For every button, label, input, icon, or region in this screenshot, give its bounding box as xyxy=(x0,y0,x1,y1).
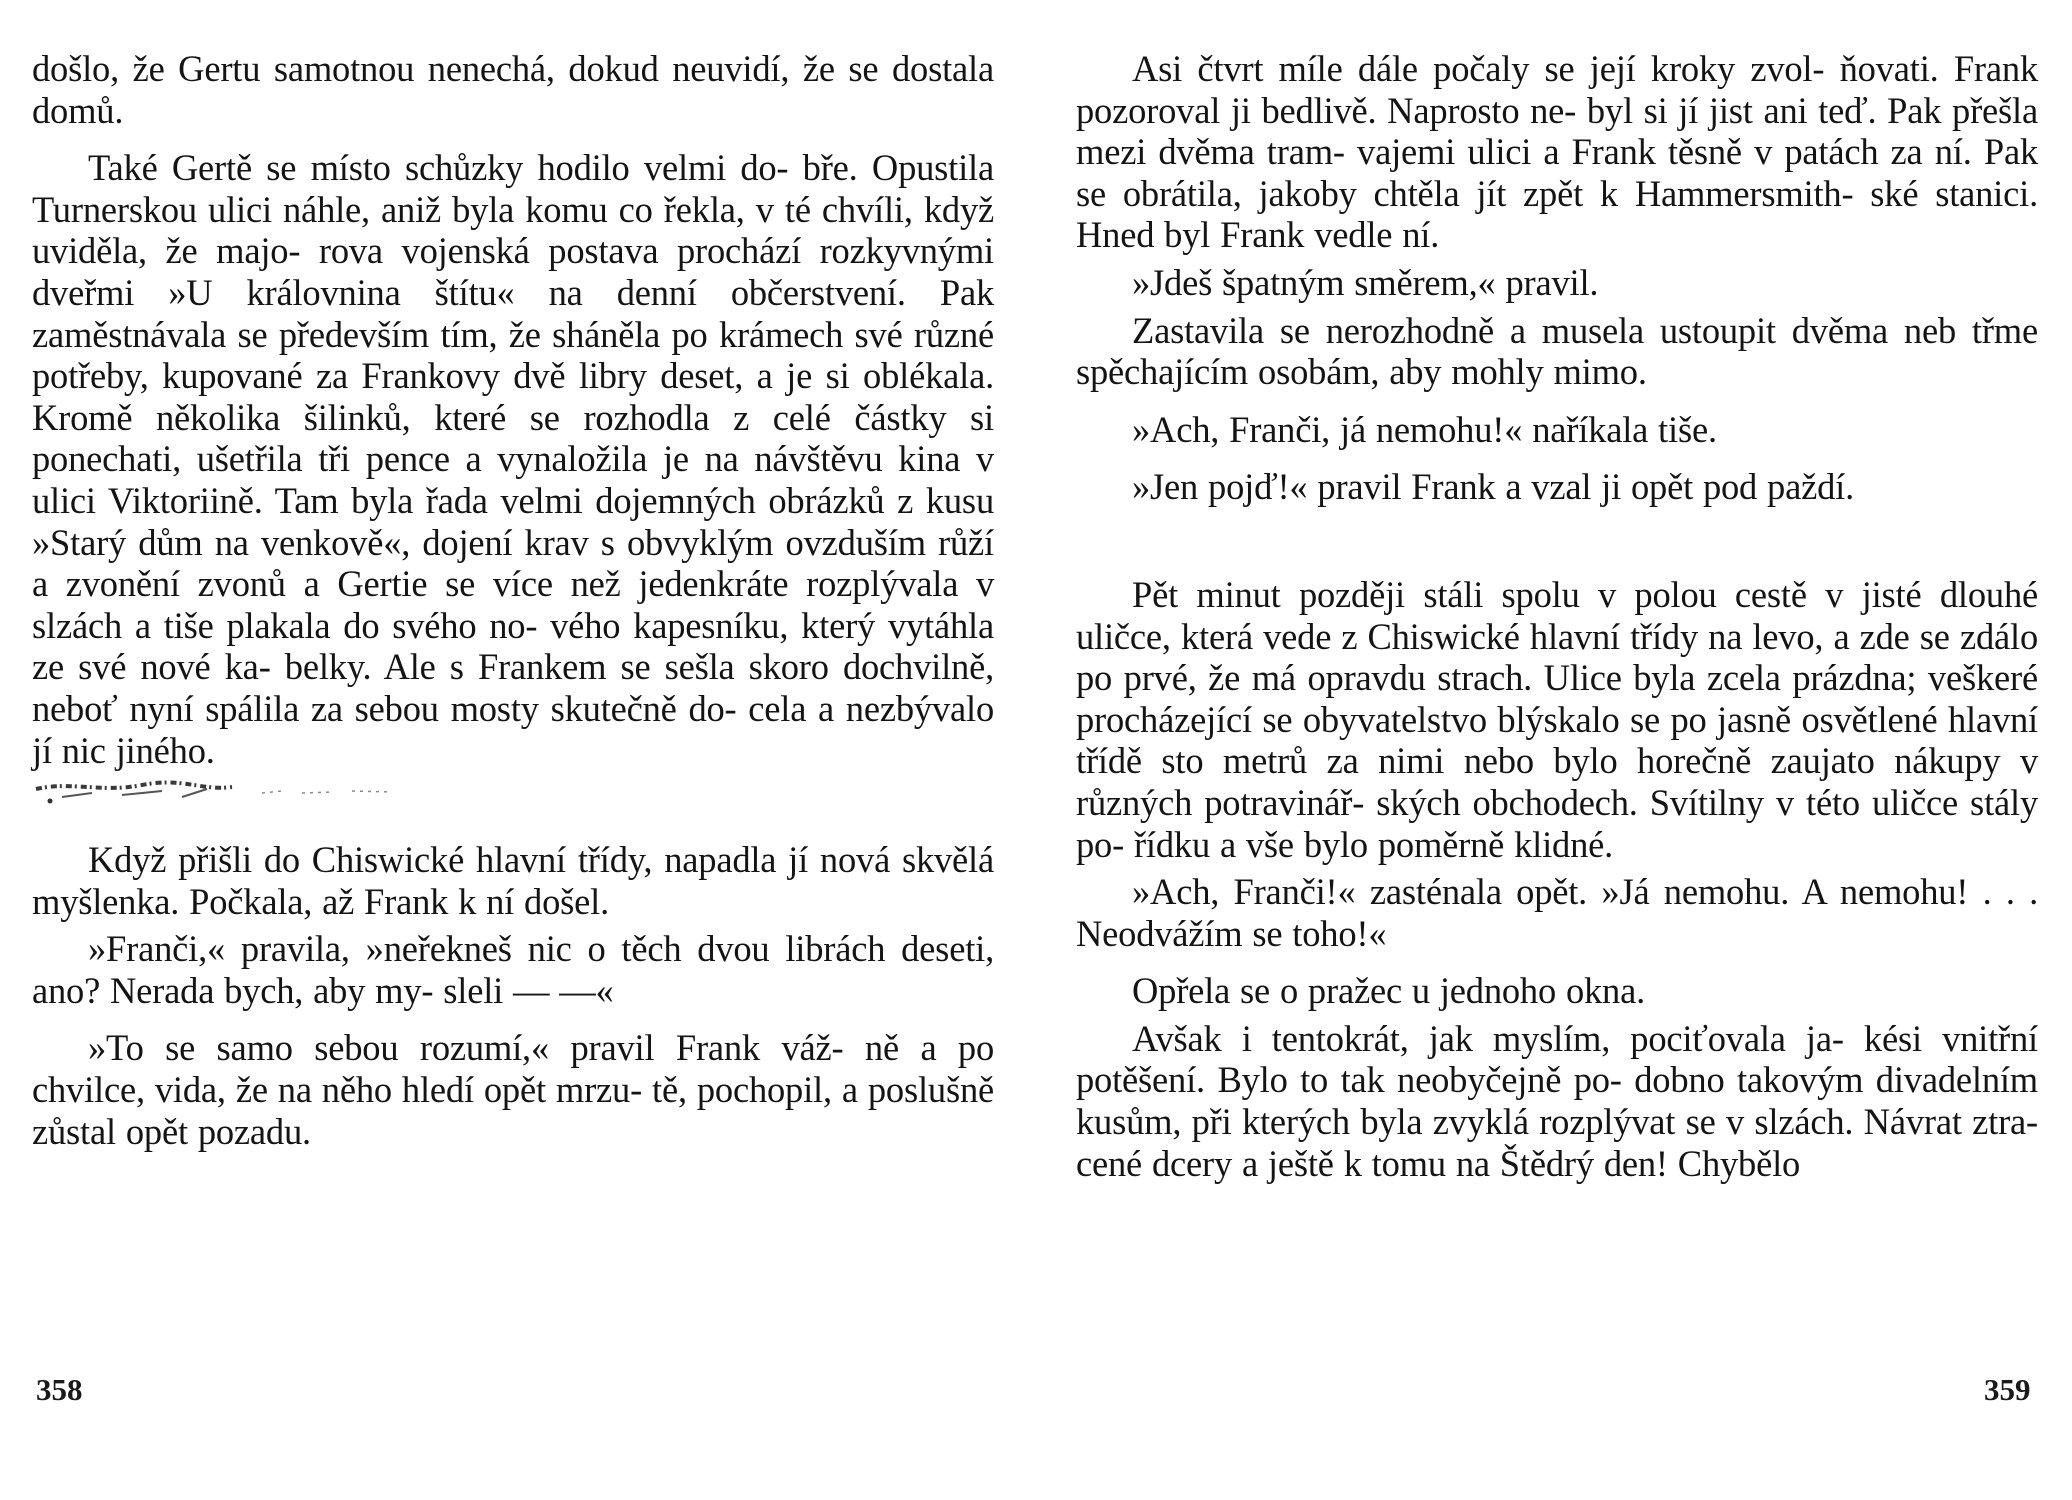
page-number-left: 358 xyxy=(36,1372,83,1407)
paragraph: Také Gertě se místo schůzky hodilo velmi do- bře. Opustila Turnerskou ulici náhle, aniž byla komu co řekla, v té chvíli, když uviděla, že majo- rova vojenská postava prochází rozkyvnými dveřmi »U královnina štítu« na denní občerstvení. Pak zaměstnávala se především tím, že sháněla po krámech své různé potřeby, kupované za Frankovy dvě libry deset, a je si oblékala. Kromě několika šilinků, které se rozhodla z celé částky si ponechati, ušetřila tři pence a vynaložila je na návštěvu kina v ulici Viktoriině. Tam byla řada velmi dojemných obrázků z kusu »Starý dům na venkově«, dojení krav s obvyklým ovzduším růží a zvonění zvonů a Gertie se více než jedenkráte rozplývala v slzách a tiše plakala do svého no- vého kapesníku, který vytáhla ze své nové ka- belky. Ale s Frankem se sešla skoro dochvilně, neboť nyní spálila za sebou mosty skutečně do- cela a nezbývalo jí nic jiného. xyxy=(32,147,994,771)
paragraph: »Franči,« pravila, »neřekneš nic o těch dvou librách deseti, ano? Nerada bych, aby my- sleli — —« xyxy=(32,928,994,1011)
paragraph: Asi čtvrt míle dále počaly se její kroky zvol- ňovati. Frank pozoroval ji bedlivě. Naprosto ne- byl si jí jist ani teď. Pak přešla mezi dvěma tram- vajemi ulici a Frank těsně v patách za ní. Pak se obrátila, jakoby chtěla jít zpět k Hammersmith- ské stanici. Hned byl Frank vedle ní. xyxy=(1076,48,2038,256)
paragraph: »Ach, Franči!« zasténala opět. »Já nemohu. A nemohu! . . . Neodvážím se toho!« xyxy=(1076,871,2038,954)
paragraph: »Ach, Franči, já nemohu!« naříkala tiše. xyxy=(1132,408,1717,450)
paragraph: Avšak i tentokrát, jak myslím, pociťovala ja- kési vnitřní potěšení. Bylo to tak neobyčejně po- dobno takovým divadelním kusům, při kterých byla zvyklá rozplývat se v slzách. Návrat ztra- cené dcery a ještě k tomu na Štědrý den! Chybělo xyxy=(1076,1017,2038,1184)
paragraph: Pět minut později stáli spolu v polou cestě v jisté dlouhé uličce, která vede z Chiswické hlavní třídy na levo, a zde se zdálo po prvé, že má opravdu strach. Ulice byla zcela prázdna; veškeré procházející se obyvatelstvo blýskalo se po jasně osvětlené hlavní třídě sto metrů za nimi nebo bylo horečně zaujato nákupy v různých potravinář- ských obchodech. Svítilny v této uličce stály po- řídku a vše bylo poměrně klidné. xyxy=(1076,573,2038,865)
paragraph: došlo, že Gertu samotnou nenechá, dokud neuvidí, že se dostala domů. xyxy=(32,48,994,131)
left-page xyxy=(32,48,994,1448)
ink-smudge-mark xyxy=(32,779,412,805)
paragraph: »To se samo sebou rozumí,« pravil Frank váž- ně a po chvilce, vida, že na něho hledí opět mrzu- tě, pochopil, a poslušně zůstal opět pozadu. xyxy=(32,1027,994,1152)
right-page-text xyxy=(1076,48,2038,1184)
paragraph: »Jen pojď!« pravil Frank a vzal ji opět pod paždí. xyxy=(1132,466,1854,508)
paragraph: Opřela se o pražec u jednoho okna. xyxy=(1132,970,1646,1012)
left-page-text xyxy=(32,48,994,1152)
paragraph: Když přišli do Chiswické hlavní třídy, napadla jí nová skvělá myšlenka. Počkala, až Frank k ní došel. xyxy=(32,839,994,922)
right-page xyxy=(1076,48,2038,1448)
page-number-right: 359 xyxy=(1984,1372,2031,1407)
paragraph: Zastavila se nerozhodně a musela ustoupit dvěma neb třme spěchajícím osobám, aby mohly mimo. xyxy=(1076,309,2038,393)
paragraph: »Jdeš špatným směrem,« pravil. xyxy=(1132,261,1599,303)
